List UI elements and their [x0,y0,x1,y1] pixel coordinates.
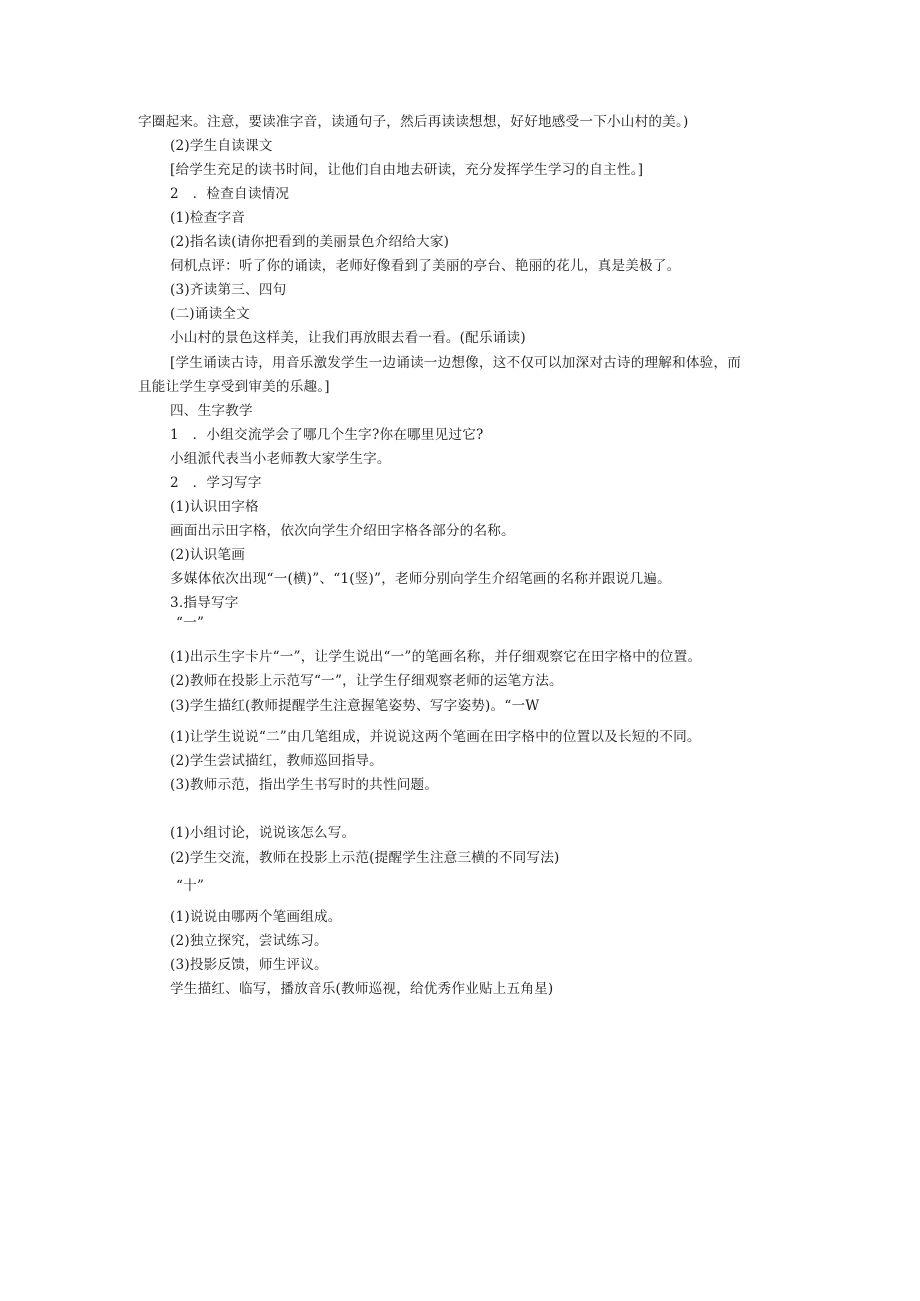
text-line: (2)认识笔画 [170,547,246,563]
text-line: (1)让学生说说“二”由几笔组成，并说说这两个笔画在田字格中的位置以及长短的不同。 [170,729,701,745]
text-line: (2)学生交流，教师在投影上示范(提醒学生注意三横的不同写法) [170,850,560,866]
section-heading: 四、生字教学 [170,403,253,419]
text-line: 小山村的景色这样美，让我们再放眼去看一看。(配乐诵读) [170,330,526,346]
text-line: 伺机点评：听了你的诵读，老师好像看到了美丽的亭台、艳丽的花儿，真是美极了。 [170,258,681,274]
text-line: (2)教师在投影上示范写“一”，让学生仔细观察老师的运笔方法。 [170,673,563,689]
text-line: 小组派代表当小老师教大家学生字。 [170,451,391,467]
text-line: (1)出示生字卡片“一”，让学生说出“一”的笔画名称，并仔细观察它在田字格中的位置。 [170,649,702,665]
text-line: (2)学生自读课文 [170,138,273,154]
text-line: 2 ．学习写字 [170,475,262,491]
text-line: 字圈起来。注意，要读准字音，读通句子，然后再读读想想，好好地感受一下小山村的美。) [138,114,689,130]
text-line: (2)独立探究，尝试练习。 [170,933,328,949]
text-line: (3)学生描红(教师提醒学生注意握笔姿势、写字姿势)。“一W [170,698,540,714]
text-line: (2)学生尝试描红，教师巡回指导。 [170,753,383,769]
text-line: (二)诵读全文 [170,306,250,322]
text-line: 画面出示田字格，依次向学生介绍田字格各部分的名称。 [170,523,515,539]
text-line: [给学生充足的读书时间，让他们自由地去研读，充分发挥学生学习的自主性。] [170,162,644,178]
text-line: (3)教师示范，指出学生书写时的共性问题。 [170,777,439,793]
text-line: 3.指导写字 [170,595,239,611]
text-line: (2)指名读(请你把看到的美丽景色介绍给大家) [170,234,450,250]
character-heading: “十” [176,878,205,894]
text-line: (1)说说由哪两个笔画组成。 [170,909,342,925]
text-line: (1)小组讨论，说说该怎么写。 [170,825,356,841]
text-line: (1)检查字音 [170,210,246,226]
text-line: 1 ．小组交流学会了哪几个生字?你在哪里见过它? [170,427,484,443]
text-line: (3)投影反馈，师生评议。 [170,957,328,973]
text-line: (1)认识田字格 [170,499,259,515]
text-line: 多媒体依次出现“一(横)”、“1(竖)”，老师分别向学生介绍笔画的名称并跟说几遍。 [170,571,671,587]
text-line: 且能让学生享受到审美的乐趣。] [138,379,330,395]
text-line: [学生诵读古诗，用音乐激发学生一边诵读一边想像，这不仅可以加深对古诗的理解和体验，而 [170,355,742,371]
text-line: 2 ．检查自读情况 [170,186,290,202]
text-line: 学生描红、临写，播放音乐(教师巡视，给优秀作业贴上五角星) [170,981,554,997]
character-heading: “一” [176,615,205,631]
text-line: (3)齐读第三、四句 [170,282,287,298]
